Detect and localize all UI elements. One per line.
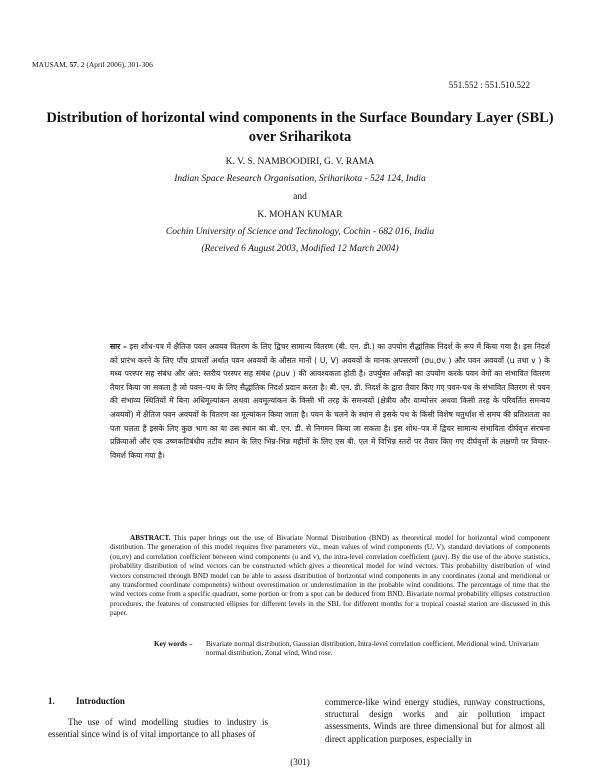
body-column-right: commerce-like wind energy studies, runway constructions, structural design works and air pollution impact assessments. Winds are three dimensional but for almost all direct application purposes, especially in — [325, 697, 545, 744]
keywords-text: Bivariate normal distribution, Gaussian distribution, Intra-level correlation coefficient, Meridional wind, Univariate normal distribution, Zonal wind, Wind rose. — [206, 640, 539, 658]
udc-code: 551.552 : 551.510.522 — [448, 80, 530, 90]
hindi-abstract — [110, 340, 550, 462]
affiliation-primary: Indian Space Research Organisation, Sriharikota - 524 124, India — [174, 174, 426, 184]
journal-citation — [32, 60, 153, 69]
received-dates: (Received 6 August 2003, Modified 12 March 2004) — [201, 244, 399, 254]
journal-issue: , 2 (April 2006), 301-306 — [77, 60, 153, 69]
authors-secondary: K. MOHAN KUMAR — [257, 210, 343, 220]
hindi-abstract-text: इस शोध-पत्र में क्षैतिज पवन अवयव वितरण के लिए द्विचर सामान्य वितरण (बी. एन. डी.) का उपयोग सैद्धांतिक निदर्श के रूप में किया गया है। इस निदर्श को प्रारंभ करने के लिए पाँच प्राचलों अर्थात पवन अवयवों के औसत मानों ( U, V) अवयवों के मानक अपसरणों (σu,σv ) और पवन अवयवों (u तथा v ) के मध्य परस्पर सह संबंध और अंत: स्तरीय परस्पर सह संबंध (ρuv ) की आवश्यकता होती है। उपर्युक्त आँकड़ों का उपयोग करके पवन वेगों का संभावित वितरण तैयार किया जा सकता है जो पवन–पथ के लिए सैद्धांतिक निदर्श प्रदान करता है। बी. एन. डी. निदर्श के द्वारा तैयार किए गए पवन-पथ के संभावित वितरण से पवन की संभाव्य स्थितियों में बिना अधिमूल्यांकन अथवा अवमूल्यांकन के किसी भी तरह के समन्वयों (क्षेत्रीय और याम्योत्तर अथवा किसी तरह के परिवर्तित समन्वय अवयवों) में क्षैतिज पवन अवयवों के वितरण का मूल्यांकन किया जाता है। पवन के चलने के स्थान से इसके पथ के किसी विशेष चतुर्थांश से समय की प्रतिशतता का पता चलता है इसके लिए कुछ भाग का या उस स्थान का बी. एन. डी. से निगमन किया जा सकता है। इस शोध–पत्र में द्विचर सामान्य संभाविता दीर्घवृत्त संरचना प्रक्रियाओं और एक उष्णकटिबंधीय तटीय स्थान के लिए भिन्न-भिन्न महीनों के लिए एस बी. एल में विभिन्न स्तरों पर तैयार किए गए दीर्घवृत्तों के लक्षणों पर विचार-विमर्श किया गया है। — [110, 342, 550, 460]
affiliation-secondary: Cochin University of Science and Technology, Cochin - 682 016, India — [165, 227, 435, 237]
title-line-1: Distribution of horizontal wind components in the Surface Boundary Layer (SBL) — [46, 110, 554, 126]
section-number: 1. — [48, 696, 55, 706]
journal-name: MAUSAM, — [32, 60, 68, 69]
hindi-abstract-lead: सार – — [110, 342, 127, 351]
journal-volume: 57 — [69, 60, 78, 69]
paper-title — [30, 109, 570, 147]
body-column-left: The use of wind modelling studies to industry is essential since wind is of vital importance to all phases of — [48, 717, 268, 740]
and-separator: and — [293, 192, 307, 202]
english-abstract — [110, 534, 550, 619]
section-heading — [48, 696, 125, 706]
title-line-2: over Sriharikota — [248, 129, 352, 145]
keywords-label: Key words – — [154, 640, 193, 648]
abstract-text: This paper brings out the use of Bivariate Normal Distribution (BND) as theoretical model for horizontal wind component distribution. The generation of this model requires five parameters viz., mean values of wind components (U, V), standard deviations of components (σu,σv) and correlation coefficient between wind components (u and v), the intra-level correlation coefficient (ρuv). By the use of the above statistics, probability distribution of wind vectors can be constructed which gives a theoretical model for wind vectors. This probability distribution of wind vectors constructed through BND model can be able to assess distribution of horizontal wind components in any coordinates (zonal and meridional or any transformed coordinate components) without overestimation or underestimation in the probable wind conditions. The percentage of time that the wind vectors come from a specific quadrant, some portion or from a spot can be deduced from BND. Bivariate normal probability ellipses construction procedures, the features of constructed ellipses for different levels in the SBL for different months for a tropical coastal station are discussed in this paper. — [110, 534, 550, 618]
abstract-lead: ABSTRACT. — [130, 534, 171, 542]
authors-primary: K. V. S. NAMBOODIRI, G. V. RAMA — [225, 157, 375, 167]
page-number: (301) — [290, 757, 310, 767]
section-title: Introduction — [76, 696, 125, 706]
